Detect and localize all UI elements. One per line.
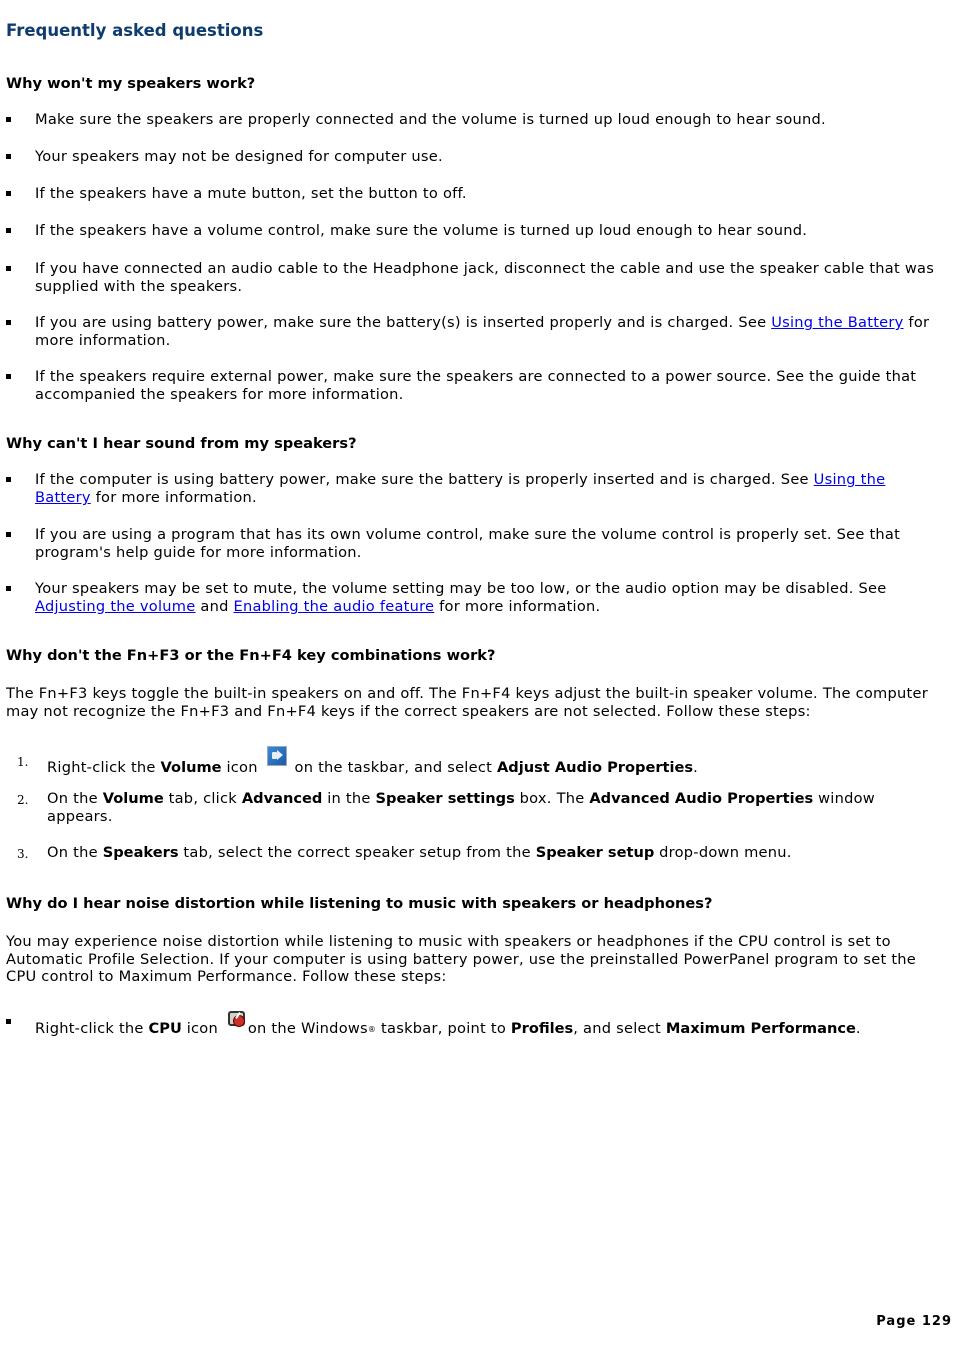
question-fn-keys: Why don't the Fn+F3 or the Fn+F4 key combinations work? — [6, 647, 496, 664]
bullet — [6, 117, 11, 122]
list-item: Right-click the CPU icon on the Windows® taskbar, point to Profiles, and select Maximum Performance. — [6, 1013, 938, 1039]
list-item: If the computer is using battery power, make sure the battery is properly inserted and is charged. See Using the Battery for more information. — [6, 471, 938, 507]
link-using-the-battery[interactable]: Using the Battery — [771, 314, 904, 331]
list-item: Make sure the speakers are properly connected and the volume is turned up loud enough to hear sound. — [6, 111, 938, 129]
bullet — [6, 532, 11, 537]
bullet — [6, 228, 11, 233]
question-noise-distortion: Why do I hear noise distortion while listening to music with speakers or headphones? — [6, 895, 713, 912]
list-item: If you are using battery power, make sure the battery(s) is inserted properly and is charged. See Using the Battery for more information. — [6, 314, 938, 350]
bullet — [6, 374, 11, 379]
question-speakers-not-working: Why won't my speakers work? — [6, 75, 256, 92]
list-item: If you have connected an audio cable to the Headphone jack, disconnect the cable and use the speaker cable that was supplied with the speakers. — [6, 260, 938, 296]
link-adjusting-the-volume[interactable]: Adjusting the volume — [35, 598, 196, 615]
paragraph-fn-intro: The Fn+F3 keys toggle the built-in speakers on and off. The Fn+F4 keys adjust the built-in speaker volume. The computer may not recognize the Fn+F3 and Fn+F4 keys if the correct speakers are not selected. Follow these steps: — [6, 685, 928, 720]
list-item: Your speakers may be set to mute, the volume setting may be too low, or the audio option may be disabled. See Adjusting the volume and Enabling the audio feature for more information. — [6, 580, 938, 616]
step-item: 2. On the Volume tab, click Advanced in the Speaker settings box. The Advanced Audio Properties window appears. — [17, 790, 875, 825]
list-item: If the speakers have a mute button, set the button to off. — [6, 185, 938, 203]
bullet — [6, 477, 11, 482]
page-title: Frequently asked questions — [6, 21, 264, 40]
bullet — [6, 1019, 11, 1024]
bullet — [6, 154, 11, 159]
question-no-sound: Why can't I hear sound from my speakers? — [6, 435, 357, 452]
link-enabling-the-audio-feature[interactable]: Enabling the audio feature — [233, 598, 435, 615]
list-item: Your speakers may not be designed for computer use. — [6, 148, 938, 166]
step-number: 2. — [17, 793, 29, 807]
bullet — [6, 320, 11, 325]
step-item: 3. On the Speakers tab, select the correct speaker setup from the Speaker setup drop-down menu. — [17, 844, 792, 861]
bullet — [6, 191, 11, 196]
step-item: 1. Right-click the Volume icon on the taskbar, and select Adjust Audio Properties. — [6, 752, 938, 777]
list-item: If the speakers require external power, make sure the speakers are connected to a power source. See the guide that accompanied the speakers for more information. — [6, 368, 938, 404]
cpu-icon — [227, 1009, 247, 1029]
list-item: If the speakers have a volume control, make sure the volume is turned up loud enough to hear sound. — [6, 222, 938, 240]
step-number: 1. — [17, 755, 29, 769]
step-number: 3. — [17, 847, 29, 861]
bullet — [6, 266, 11, 271]
page-number: Page 129 — [876, 1314, 952, 1329]
paragraph-noise-intro: You may experience noise distortion while listening to music with speakers or headphones if the CPU control is set to Automatic Profile Selection. If your computer is using battery power, use the preinstalled PowerPanel program to set the CPU control to Maximum Performance. Follow these steps: — [6, 933, 917, 985]
bullet — [6, 586, 11, 591]
list-item: If you are using a program that has its own volume control, make sure the volume control is properly set. See that program's help guide for more information. — [6, 526, 938, 562]
link-using-the-battery[interactable]: Using the Battery — [35, 471, 886, 506]
volume-icon — [267, 746, 287, 766]
